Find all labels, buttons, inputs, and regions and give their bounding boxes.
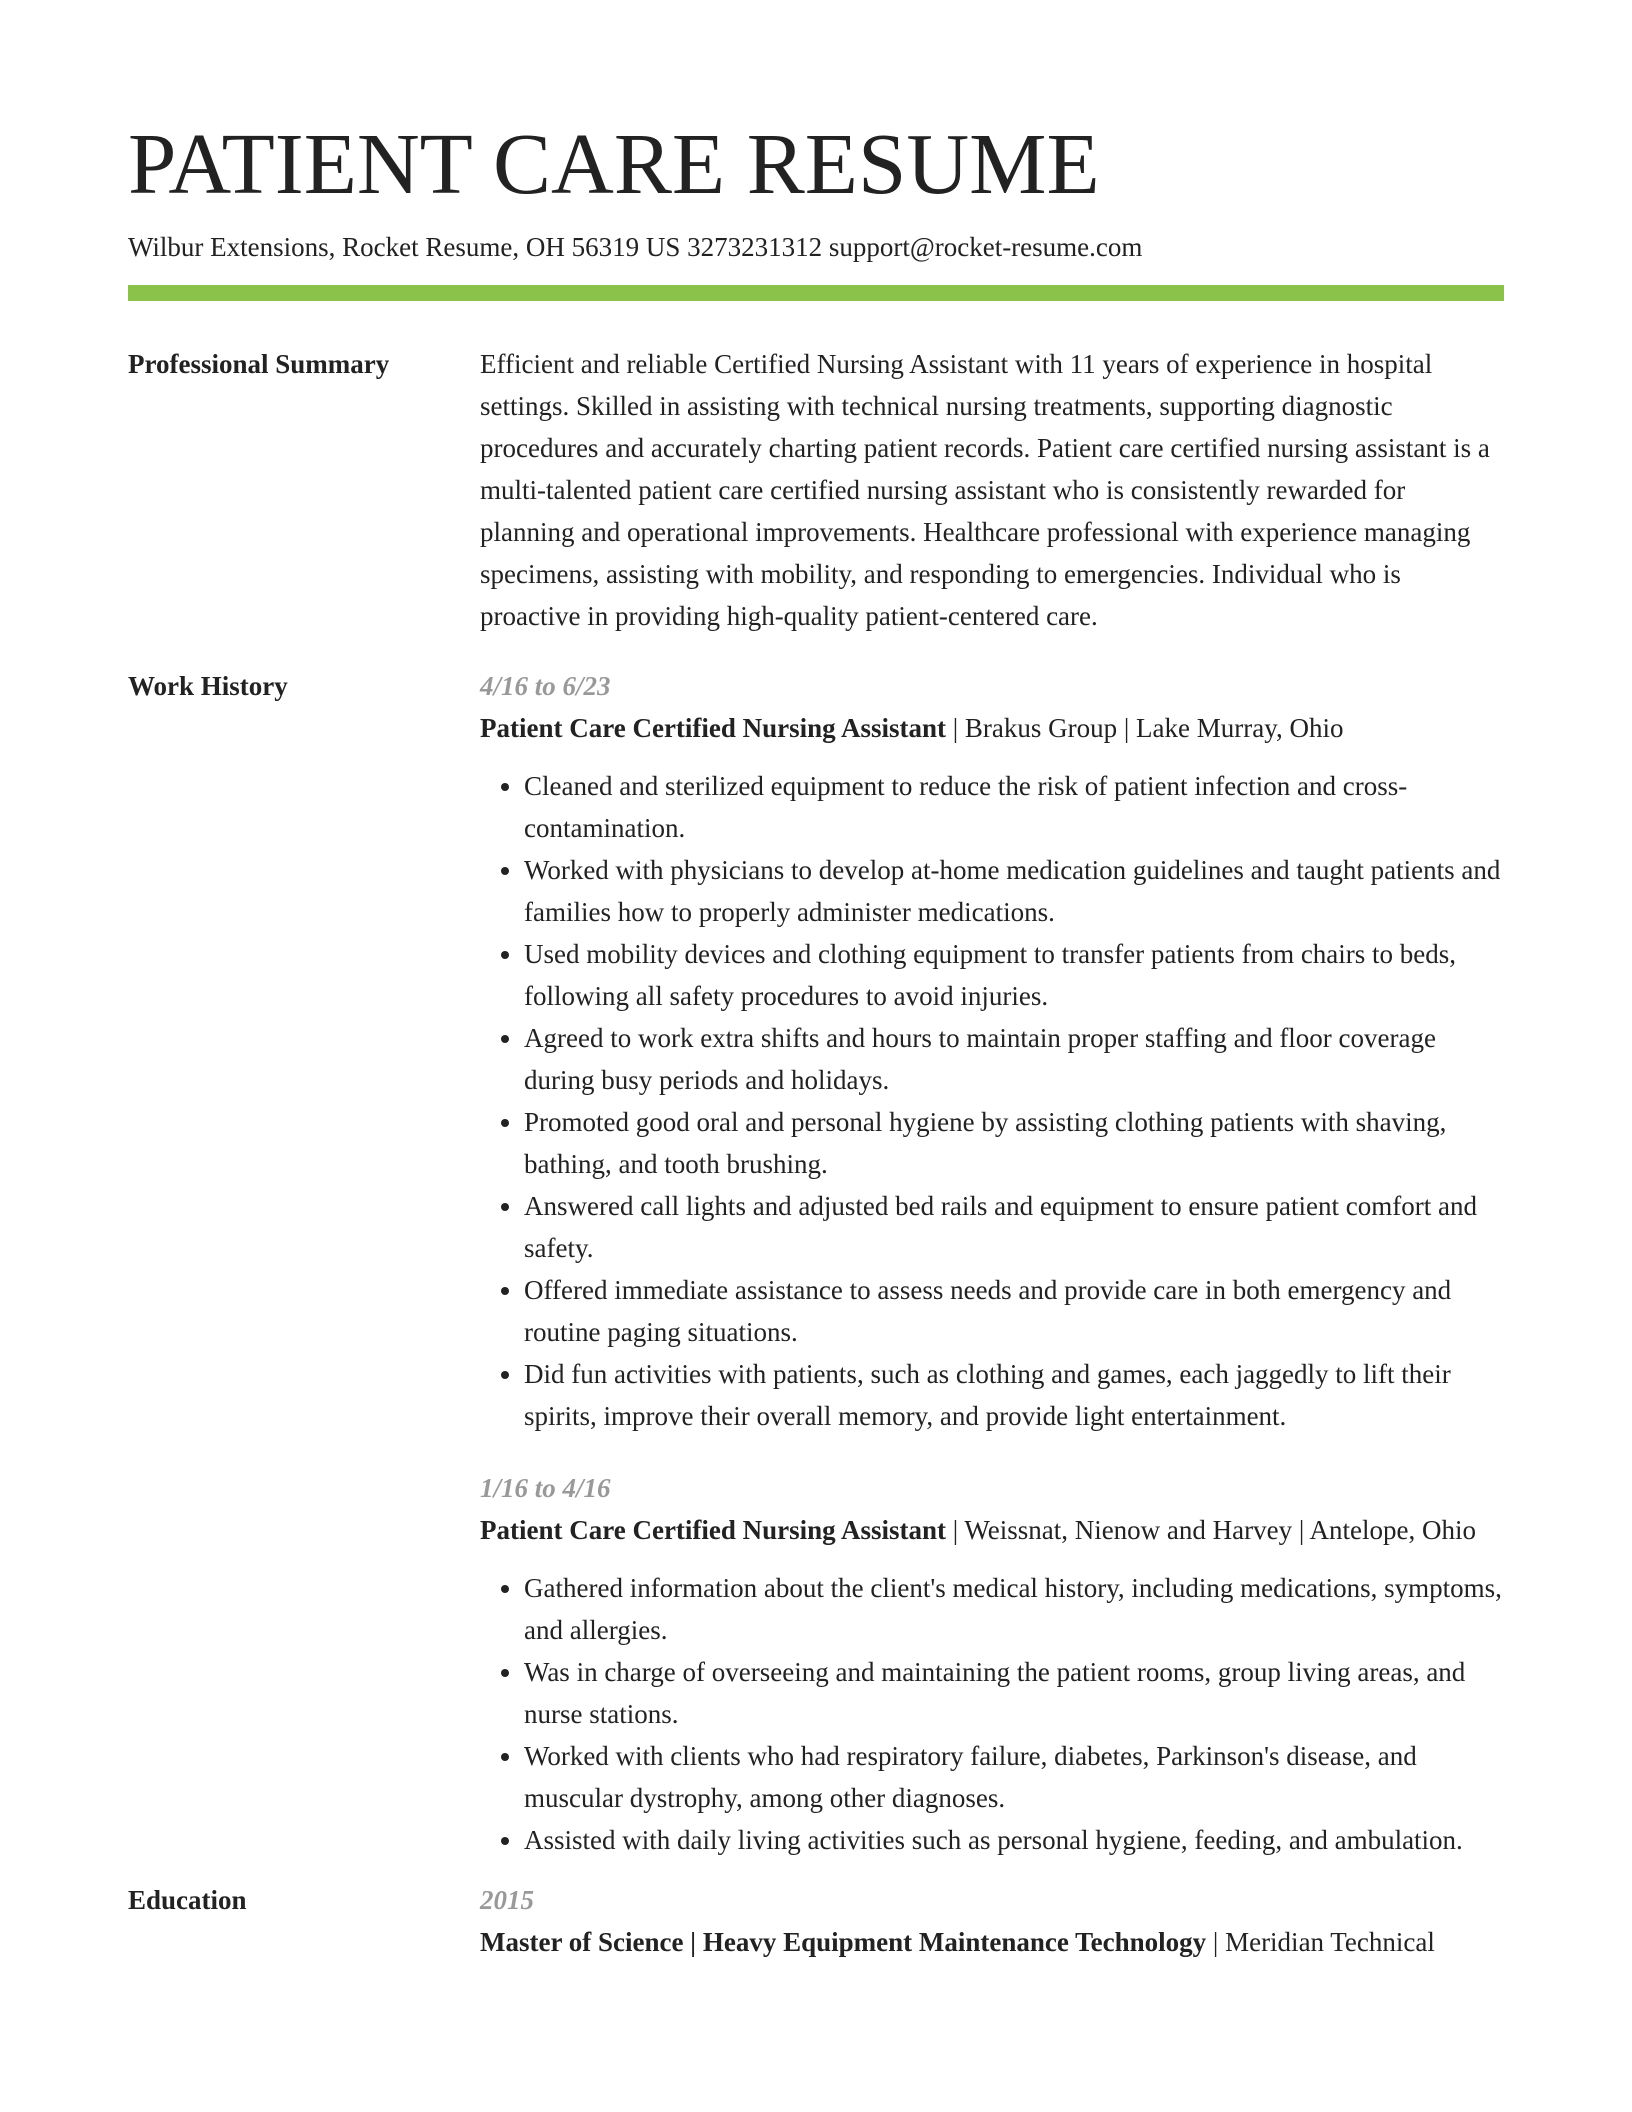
section-title: Education: [128, 1885, 247, 1916]
list-item: • Used mobility devices and clothing equipment to transfer patients from chairs to beds, following all safety procedures to avoid injuries.: [524, 933, 1504, 1017]
job-heading: [480, 707, 1504, 749]
work-history-section: [128, 665, 1504, 1861]
section-title: Work History: [128, 671, 288, 702]
header-divider: [128, 285, 1504, 301]
job-role: Patient Care Certified Nursing Assistant: [480, 713, 946, 744]
list-item: • Offered immediate assistance to assess needs and provide care in both emergency and routine paging situations.: [524, 1269, 1504, 1353]
list-item: • Cleaned and sterilized equipment to reduce the risk of patient infection and cross-contamination.: [524, 765, 1504, 849]
list-item: • Promoted good oral and personal hygiene by assisting clothing patients with shaving, bathing, and tooth brushing.: [524, 1101, 1504, 1185]
job-dates: 1/16 to 4/16: [480, 1473, 611, 1504]
job-heading: [480, 1509, 1504, 1551]
list-item: • Worked with clients who had respiratory failure, diabetes, Parkinson's disease, and muscular dystrophy, among other diagnoses.: [524, 1735, 1504, 1819]
list-item: • Worked with physicians to develop at-home medication guidelines and taught patients and families how to properly administer medications.: [524, 849, 1504, 933]
degree-name: Master of Science | Heavy Equipment Maintenance Technology: [480, 1927, 1207, 1958]
list-item: • Gathered information about the client's medical history, including medications, symptoms, and allergies.: [524, 1567, 1504, 1651]
education-dates: 2015: [480, 1885, 534, 1916]
list-item: • Did fun activities with patients, such as clothing and games, each jaggedly to lift their spirits, improve their overall memory, and provide light entertainment.: [524, 1353, 1504, 1437]
resume-title: PATIENT CARE RESUME: [128, 115, 1100, 212]
education-heading: [480, 1921, 1504, 1963]
list-item: • Answered call lights and adjusted bed rails and equipment to ensure patient comfort and safety.: [524, 1185, 1504, 1269]
job-bullets: [480, 1567, 1504, 1861]
education-section: [128, 1879, 1504, 1963]
job-bullets: [480, 765, 1504, 1437]
job-role: Patient Care Certified Nursing Assistant: [480, 1515, 946, 1546]
list-item: • Agreed to work extra shifts and hours to maintain proper staffing and floor coverage during busy periods and holidays.: [524, 1017, 1504, 1101]
job-details: | Brakus Group | Lake Murray, Ohio: [945, 713, 1344, 744]
list-item: • Was in charge of overseeing and maintaining the patient rooms, group living areas, and nurse stations.: [524, 1651, 1504, 1735]
contact-line: Wilbur Extensions, Rocket Resume, OH 56319 US 3273231312 support@rocket-resume.com: [128, 232, 1143, 262]
summary-section: [128, 343, 1504, 637]
section-title: Professional Summary: [128, 349, 390, 380]
resume-page: [128, 115, 1504, 1963]
job-dates: 4/16 to 6/23: [480, 671, 611, 702]
school-details: | Meridian Technical: [1206, 1927, 1435, 1958]
job-details: | Weissnat, Nienow and Harvey | Antelope, Ohio: [945, 1515, 1477, 1546]
job-entry: [480, 665, 1504, 1437]
summary-text: Efficient and reliable Certified Nursing Assistant with 11 years of experience in hospital settings. Skilled in assisting with technical nursing treatments, supporting diagnostic procedures and accurately charting patient records. Patient care certified nursing assistant is a multi-talented patient care certified nursing assistant who is consistently rewarded for planning and operational improvements. Healthcare professional with experience managing specimens, assisting with mobility, and responding to emergencies. Individual who is proactive in providing high-quality patient-centered care.: [480, 349, 1490, 632]
job-entry: [480, 1467, 1504, 1861]
list-item: • Assisted with daily living activities such as personal hygiene, feeding, and ambulation.: [524, 1819, 1504, 1861]
